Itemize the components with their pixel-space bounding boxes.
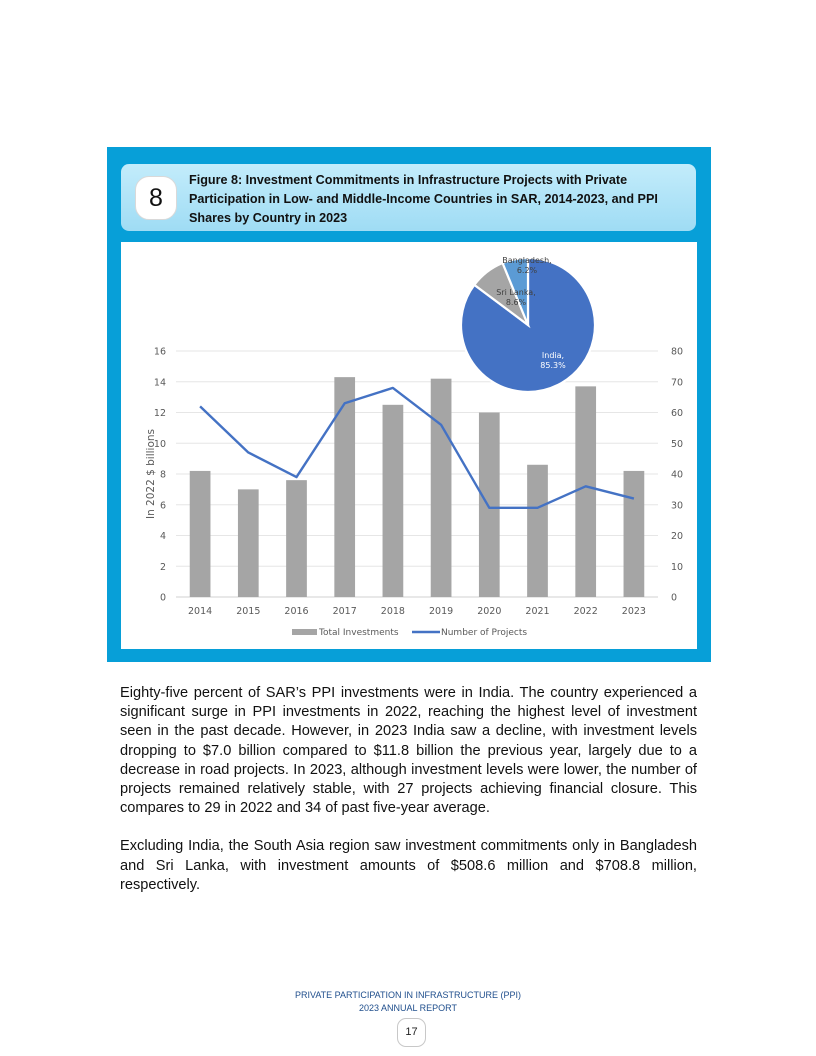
bar bbox=[575, 386, 596, 597]
y2-tick-label: 30 bbox=[671, 500, 684, 512]
figure-panel bbox=[107, 147, 711, 662]
y-tick-label: 4 bbox=[159, 531, 166, 542]
x-tick-label: 2020 bbox=[477, 606, 502, 617]
page-number: 17 bbox=[397, 1018, 426, 1047]
bar bbox=[238, 489, 259, 597]
footer-report-year: 2023 ANNUAL REPORT bbox=[358, 1003, 458, 1013]
y-tick-label: 12 bbox=[153, 408, 166, 419]
x-tick-label: 2014 bbox=[188, 606, 213, 617]
y2-tick-label: 40 bbox=[671, 469, 684, 481]
y2-tick-label: 50 bbox=[671, 438, 684, 450]
legend-label-number-of-projects: Number of Projects bbox=[441, 628, 528, 638]
bar bbox=[527, 465, 548, 597]
x-tick-label: 2021 bbox=[525, 606, 550, 617]
combo-chart bbox=[121, 242, 697, 649]
y-tick-label: 8 bbox=[159, 469, 166, 481]
y-tick-label: 6 bbox=[159, 500, 166, 512]
pie-label-bangladesh: Bangladesh, bbox=[502, 256, 552, 265]
figure-number-badge: 8 bbox=[135, 176, 177, 220]
paragraph-1: Eighty-five percent of SAR’s PPI investments were in India. The country experienced a significant surge in PPI investments in 2022, reaching the highest level of investment seen in the past decade. However, in 2023 India saw a decline, with investment levels dropping to $7.0 billion compared to $11.8 billion the previous year, largely due to a decrease in road projects. In 2023, although investment levels were lower, the number of projects remained relatively stable, with 27 projects achieving financial closure. This compares to 29 in 2022 and 34 of past five-year average. bbox=[120, 685, 697, 817]
y2-tick-label: 60 bbox=[671, 408, 684, 419]
y-tick-label: 14 bbox=[153, 377, 166, 389]
x-tick-label: 2018 bbox=[380, 606, 405, 617]
pie-value-india: 85.3% bbox=[540, 361, 566, 370]
x-tick-label: 2015 bbox=[236, 606, 261, 617]
x-tick-label: 2017 bbox=[332, 606, 357, 617]
x-tick-label: 2016 bbox=[284, 606, 309, 617]
figure-header bbox=[121, 164, 696, 231]
number-of-projects-line bbox=[200, 388, 634, 508]
y2-tick-label: 0 bbox=[671, 592, 678, 604]
y-tick-label: 16 bbox=[153, 346, 166, 358]
pie-value-sri-lanka: 8.6% bbox=[505, 298, 527, 307]
bar bbox=[624, 471, 645, 597]
figure-title: Figure 8: Investment Commitments in Infrastructure Projects with Private Participation in Low- and Middle-Income Countries in SAR, 2014-2023, and PPI Shares by Country in 2023 bbox=[189, 173, 658, 225]
y-tick-label: 2 bbox=[159, 561, 166, 573]
pie-value-bangladesh: 6.2% bbox=[516, 266, 538, 275]
bar bbox=[334, 377, 355, 597]
bar bbox=[431, 379, 452, 597]
body-text bbox=[120, 684, 697, 914]
y-tick-label: 10 bbox=[153, 438, 166, 450]
footer-report-title: PRIVATE PARTICIPATION IN INFRASTRUCTURE (PPI) bbox=[294, 990, 521, 1000]
y2-tick-label: 70 bbox=[671, 377, 684, 389]
pie-label-india: India, bbox=[541, 351, 565, 360]
x-tick-label: 2023 bbox=[621, 606, 646, 617]
bar bbox=[190, 471, 211, 597]
y-axis-title: In 2022 $ billions bbox=[145, 428, 157, 520]
x-tick-label: 2019 bbox=[429, 606, 454, 617]
legend-swatch-total-investments bbox=[292, 629, 317, 635]
y2-tick-label: 80 bbox=[671, 346, 684, 358]
bar bbox=[383, 405, 404, 597]
x-tick-label: 2022 bbox=[573, 606, 598, 617]
bar bbox=[479, 413, 500, 598]
legend-label-total-investments: Total Investments bbox=[319, 628, 399, 638]
y2-tick-label: 10 bbox=[671, 561, 684, 573]
footer bbox=[0, 989, 816, 1015]
bar bbox=[286, 480, 307, 597]
y-tick-label: 0 bbox=[159, 592, 166, 604]
y2-tick-label: 20 bbox=[671, 531, 684, 542]
paragraph-2: Excluding India, the South Asia region saw investment commitments only in Bangladesh and Sri Lanka, with investment amounts of $508.6 million and $708.8 million, respectively. bbox=[120, 838, 697, 893]
pie-label-sri-lanka: Sri Lanka, bbox=[496, 288, 536, 297]
chart-area bbox=[121, 242, 697, 649]
